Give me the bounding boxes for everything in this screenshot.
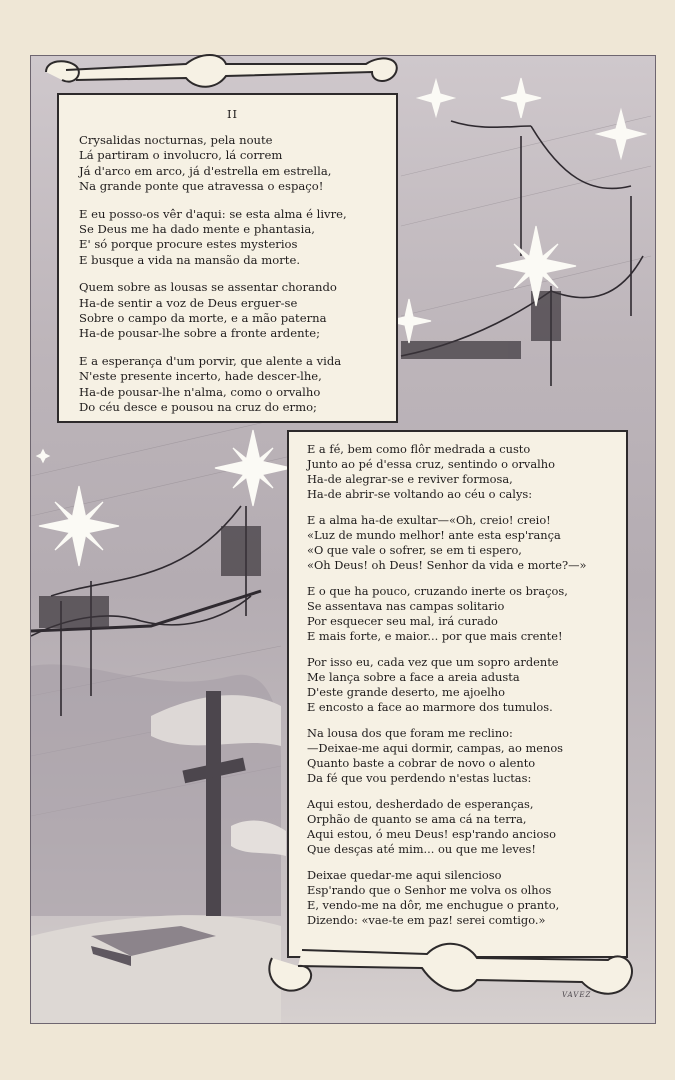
poem-line: Se Deus me ha dado mente e phantasia,: [79, 222, 315, 237]
poem-line: E' só porque procure estes mysterios: [79, 237, 298, 252]
poem-line: Esp'rando que o Senhor me volva os olhos: [307, 883, 552, 897]
poem-line: Ha-de alegrar-se e reviver formosa,: [307, 472, 513, 486]
poem-panel-lower: [287, 430, 628, 958]
poem-line: E encosto a face ao marmore dos tumulos.: [307, 700, 553, 714]
poem-line: Da fé que vou perdendo n'estas luctas:: [307, 771, 532, 785]
stanza: [307, 726, 618, 786]
poem-line: Ha-de pousar-lhe n'alma, como o orvalho: [79, 384, 321, 399]
poem-line: N'este presente incerto, hade descer-lhe,: [79, 369, 322, 384]
stanza: [307, 797, 618, 857]
poem-line: —Deixae-me aqui dormir, campas, ao menos: [307, 741, 564, 755]
poem-line: E mais forte, e maior... por que mais crente!: [307, 629, 563, 643]
poem-line: Na grande ponte que atravessa o espaço!: [79, 179, 324, 194]
artist-signature: VAVEZ: [562, 991, 592, 999]
poem-line: Que desças até mim... ou que me leves!: [307, 842, 536, 856]
poem-line: Já d'arco em arco, já d'estrella em estrella,: [79, 163, 332, 178]
stanza: [307, 584, 618, 644]
poem-line: Na lousa dos que foram me reclino:: [307, 726, 513, 740]
poem-line: «Luz de mundo melhor! ante esta esp'rança: [307, 528, 561, 542]
stanza: [307, 868, 618, 928]
poem-line: E a fé, bem como flôr medrada a custo: [307, 442, 531, 456]
poem-line: Aqui estou, ó meu Deus! esp'rando ancioso: [307, 827, 557, 841]
poem-line: Orphão de quanto se ama cá na terra,: [307, 812, 527, 826]
poem-line: Ha-de sentir a voz de Deus erguer-se: [79, 295, 298, 310]
poem-line: Crysalidas nocturnas, pela noute: [79, 133, 273, 147]
stanza: [307, 442, 618, 502]
poem-line: Se assentava nas campas solitario: [307, 599, 505, 613]
stanza-list-lower: [307, 442, 618, 928]
stanza: [79, 354, 386, 416]
stanza: [79, 133, 386, 195]
poem-line: Aqui estou, desherdado de esperanças,: [307, 797, 534, 811]
poem-line: Quem sobre as lousas se assentar chorando: [79, 280, 337, 295]
poem-line: Do céu desce e pousou na cruz do ermo;: [79, 400, 317, 415]
poem-panel-upper: [57, 93, 398, 423]
poem-line: Ha-de abrir-se voltando ao céu o calys:: [307, 487, 533, 501]
poem-line: Ha-de pousar-lhe sobre a fronte ardente;: [79, 326, 320, 341]
poem-line: E a esperança d'um porvir, que alente a vida: [79, 353, 342, 368]
poem-line: E eu posso-os vêr d'aqui: se esta alma é livre,: [79, 206, 347, 221]
stanza: [307, 513, 618, 573]
poem-line: «O que vale o sofrer, se em ti espero,: [307, 543, 522, 557]
scroll-ornament-top: [36, 50, 408, 98]
part-title: II: [226, 107, 239, 121]
stanza: [79, 280, 386, 342]
poem-line: E o que ha pouco, cruzando inerte os braços,: [307, 584, 568, 598]
poem-line: E, vendo-me na dôr, me enchugue o pranto,: [307, 898, 560, 912]
poem-line: Sobre o campo da morte, e a mão paterna: [79, 311, 327, 326]
poem-line: Por isso eu, cada vez que um sopro ardente: [307, 655, 559, 669]
stanza: [307, 655, 618, 715]
poem-line: Me lança sobre a face a areia adusta: [307, 670, 520, 684]
poem-line: «Oh Deus! oh Deus! Senhor da vida e morte?—»: [307, 558, 587, 572]
poem-line: Por esquecer seu mal, irá curado: [307, 614, 498, 628]
poem-line: Dizendo: «vae-te em paz! serei comtigo.»: [307, 913, 546, 927]
poem-line: Lá partiram o involucro, lá correm: [79, 148, 283, 163]
poem-line: Junto ao pé d'essa cruz, sentindo o orvalho: [307, 457, 555, 471]
poem-line: E a alma ha-de exultar—«Oh, creio! creio!: [307, 513, 551, 527]
poem-line: Deixae quedar-me aqui silencioso: [307, 868, 502, 882]
stanza-list-upper: [79, 133, 386, 416]
poem-line: E busque a vida na mansão da morte.: [79, 252, 301, 267]
poem-line: D'este grande deserto, me ajoelho: [307, 685, 505, 699]
stanza: [79, 207, 386, 269]
poem-line: Quanto baste a cobrar de novo o alento: [307, 756, 536, 770]
